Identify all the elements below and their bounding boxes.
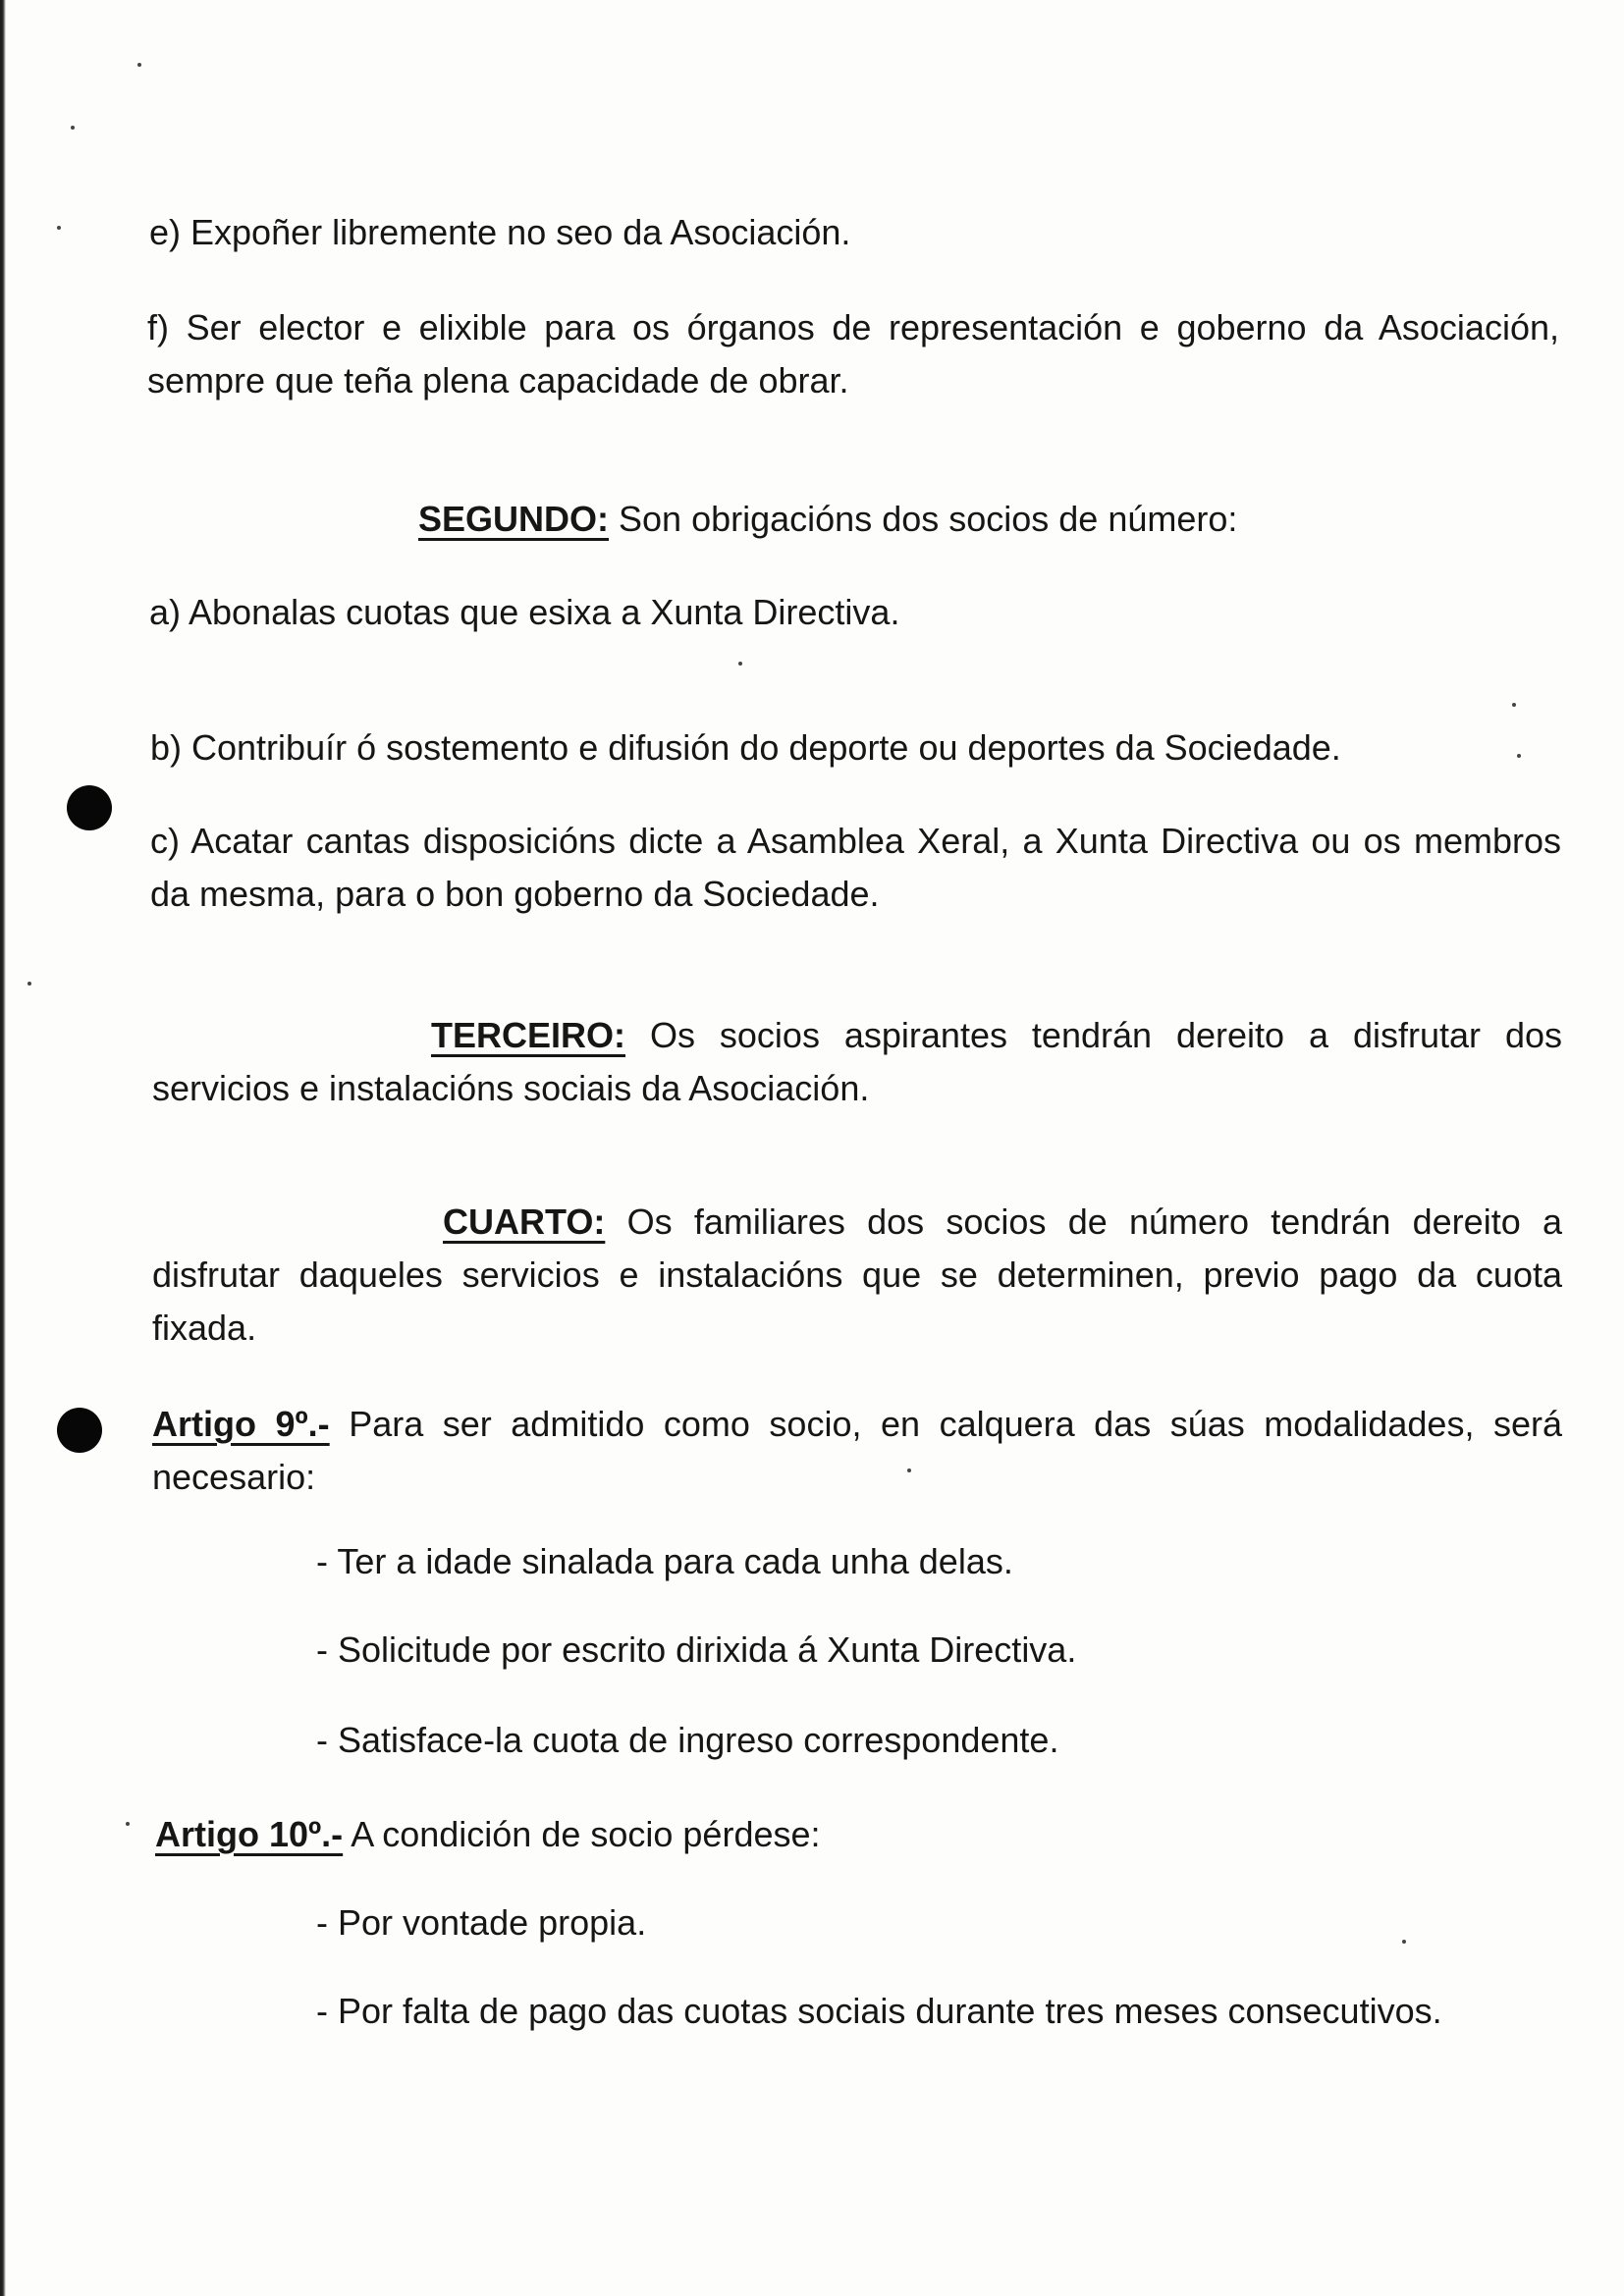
scan-speck — [27, 982, 31, 986]
cuarto-heading: CUARTO: — [443, 1201, 606, 1242]
scan-speck — [1402, 1940, 1406, 1944]
cuarto-paragraph — [152, 1196, 1562, 1355]
artigo10-paragraph — [155, 1808, 821, 1861]
artigo9-heading: Artigo 9º.- — [152, 1404, 330, 1444]
segundo-item-a: a) Abonalas cuotas que esixa a Xunta Directiva. — [149, 592, 900, 632]
artigo9-text: Para ser admitido como socio, en calquera das súas modalidades, será necesario: — [152, 1404, 1562, 1497]
segundo-item-b: b) Contribuír ó sostemento e difusión do deporte ou deportes da Sociedade. — [150, 727, 1341, 768]
segundo-text: Son obrigacións dos socios de número: — [609, 499, 1238, 539]
punch-hole-top — [67, 785, 112, 830]
paragraph-e: e) Expoñer libremente no seo da Asociación. — [149, 212, 851, 252]
scan-speck — [1512, 703, 1516, 707]
terceiro-heading: TERCEIRO: — [431, 1015, 625, 1055]
segundo-heading: SEGUNDO: — [418, 499, 610, 539]
artigo9-item-2: - Solicitude por escrito dirixida á Xunta Directiva. — [316, 1629, 1077, 1670]
scan-speck — [1517, 754, 1521, 758]
scan-speck — [71, 126, 75, 130]
cuarto-text: Os familiares dos socios de número tendrán dereito a disfrutar daqueles servicios e instalacións que se determinen, previo pago da cuota fixada. — [152, 1201, 1562, 1348]
artigo9-paragraph — [152, 1398, 1562, 1504]
scan-speck — [137, 63, 141, 67]
scan-binding-edge — [0, 0, 6, 2296]
artigo10-heading: Artigo 10º.- — [155, 1814, 344, 1854]
segundo-paragraph — [418, 493, 1237, 546]
artigo10-text: A condición de socio pérdese: — [343, 1814, 821, 1854]
terceiro-paragraph — [152, 1009, 1562, 1115]
artigo9-item-3: - Satisface-la cuota de ingreso correspondente. — [316, 1720, 1059, 1760]
terceiro-text: Os socios aspirantes tendrán dereito a disfrutar dos servicios e instalacións sociais da Asociación. — [152, 1015, 1562, 1108]
artigo10-item-1: - Por vontade propia. — [316, 1902, 647, 1943]
segundo-item-c: c) Acatar cantas disposicións dicte a Asamblea Xeral, a Xunta Directiva ou os membros da mesma, para o bon goberno da Sociedade. — [150, 821, 1561, 914]
artigo9-item-1: - Ter a idade sinalada para cada unha delas. — [316, 1541, 1013, 1581]
artigo10-item-2: - Por falta de pago das cuotas sociais durante tres meses consecutivos. — [316, 1991, 1442, 2031]
paragraph-f: f) Ser elector e elixible para os órganos de representación e goberno da Asociación, sempre que teña plena capacidade de obrar. — [147, 307, 1559, 400]
scan-speck — [57, 226, 61, 230]
scan-speck — [126, 1822, 130, 1826]
punch-hole-bottom — [57, 1408, 102, 1453]
scan-speck — [738, 662, 742, 666]
